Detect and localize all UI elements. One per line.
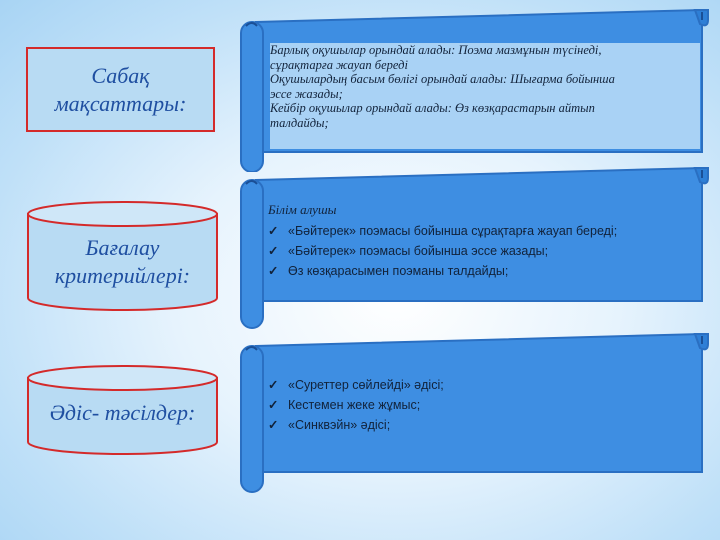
checkmark-icon: ✓ <box>268 263 279 278</box>
methods-item: ✓ «Синквэйн» әдісі; <box>268 415 694 435</box>
assessment-label-line-1: Бағалау <box>85 235 160 260</box>
goal-line-5: Кейбір оқушылар орындай алады: Өз көзқарастарын айтып <box>270 101 595 115</box>
methods-text <box>268 375 694 435</box>
lesson-goals-text-panel <box>270 43 700 149</box>
assessment-item: ✓ «Бәйтерек» поэмасы бойынша сұрақтарға жауап береді; <box>268 221 694 241</box>
assessment-scroll <box>240 156 710 331</box>
assessment-item: ✓ «Бәйтерек» поэмасы бойынша эссе жазады; <box>268 241 694 261</box>
methods-item: ✓ Кестемен жеке жұмыс; <box>268 395 694 415</box>
methods-item: ✓ «Суреттер сөйлейді» әдісі; <box>268 375 694 395</box>
checkmark-icon: ✓ <box>268 243 279 258</box>
assessment-criteria-cylinder <box>26 200 219 312</box>
goal-line-1: Барлық оқушылар орындай алады: Поэма мазмұнын түсінеді, <box>270 43 602 57</box>
lesson-goals-label-line-2: мақсаттары: <box>54 90 187 116</box>
checkmark-icon: ✓ <box>268 398 279 412</box>
assessment-label-line-2: критерийлері: <box>54 263 191 288</box>
assessment-heading: Білім алушы <box>268 202 337 217</box>
checkmark-icon: ✓ <box>268 418 279 432</box>
goal-line-2: сұрақтарға жауап береді <box>270 57 408 72</box>
lesson-goals-label-box <box>26 47 215 132</box>
methods-cylinder <box>26 364 219 456</box>
checkmark-icon: ✓ <box>268 223 279 238</box>
goal-line-4: эссе жазады; <box>270 86 343 101</box>
assessment-item: ✓ Өз көзқарасымен поэманы талдайды; <box>268 261 694 281</box>
goal-line-6: талдайды; <box>270 115 329 130</box>
goal-line-3: Оқушылардың басым бөлігі орындай алады: Шығарма бойынша <box>270 72 615 86</box>
methods-label: Әдіс- тәсілдер: <box>49 400 196 425</box>
lesson-goals-label-line-1: Сабақ <box>91 62 150 88</box>
checkmark-icon: ✓ <box>268 378 279 392</box>
lesson-goals-scroll <box>240 0 710 172</box>
assessment-text <box>268 203 694 281</box>
methods-scroll <box>240 322 710 494</box>
